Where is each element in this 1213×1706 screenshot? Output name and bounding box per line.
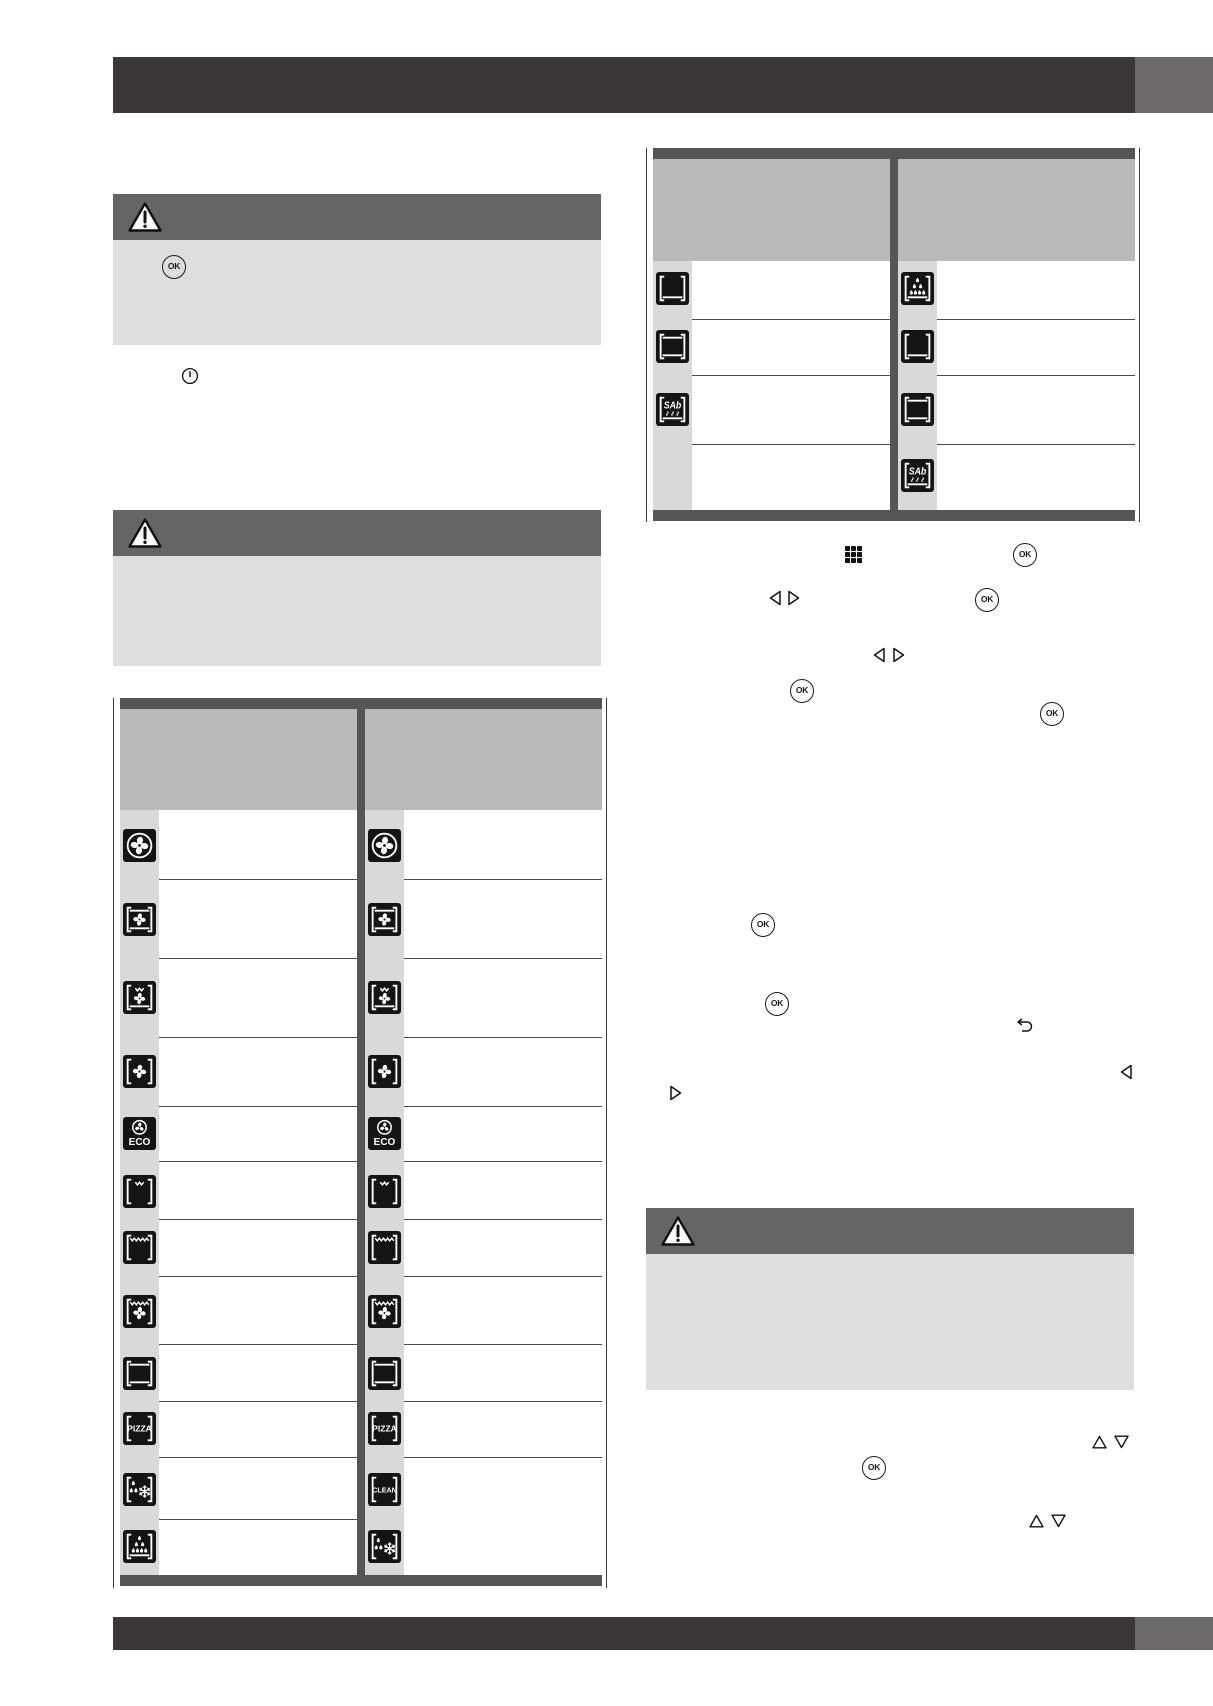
fan-circle-icon: [123, 829, 156, 862]
row-divider: [404, 1457, 602, 1458]
row-divider: [159, 1519, 357, 1520]
warning-header: [113, 194, 601, 240]
row-divider: [937, 319, 1135, 320]
row-divider: [404, 958, 602, 959]
back-arrow-icon: [1015, 1017, 1033, 1033]
header-tab: [1135, 57, 1213, 113]
row-divider: [159, 879, 357, 880]
column-divider: [357, 698, 365, 1575]
icon-lettering-clean: CLEAN: [372, 1485, 397, 1495]
right-arrow-icon: [788, 590, 800, 606]
fan-zigzag-heat-icon: [123, 981, 156, 1014]
column-divider: [890, 148, 898, 510]
steam-icon: [123, 1530, 156, 1563]
sab-icon: [901, 459, 934, 492]
steam-icon: [901, 272, 934, 305]
footer-tab: [1135, 1617, 1213, 1650]
warning-box: [113, 194, 601, 345]
warning-box: [113, 510, 601, 666]
row-divider: [404, 879, 602, 880]
left-arrow-icon: [873, 647, 885, 663]
warning-box: [646, 1208, 1134, 1390]
row-divider: [404, 1106, 602, 1107]
top-bottom-heat-icon: [123, 1357, 156, 1390]
down-arrow-icon: [1051, 1514, 1066, 1528]
eco-icon: [368, 1117, 401, 1150]
menu-grid-icon: [845, 546, 862, 563]
icon-lettering-eco: ECO: [373, 1136, 396, 1148]
defrost-icon: [368, 1530, 401, 1563]
fan-top-bottom-heat-icon: [368, 903, 401, 936]
icon-lettering-pizza: PIZZA: [127, 1424, 152, 1434]
ok-button-icon: OK: [1013, 543, 1037, 567]
top-bottom-heat-icon: [656, 330, 689, 363]
left-arrow-icon: [1120, 1064, 1132, 1080]
row-divider: [404, 1161, 602, 1162]
row-divider: [692, 375, 890, 376]
row-divider: [937, 375, 1135, 376]
icon-lettering-pizza: PIZZA: [372, 1424, 397, 1434]
row-divider: [404, 1219, 602, 1220]
ok-button-icon: OK: [975, 588, 999, 612]
grill-small-icon: [368, 1175, 401, 1208]
ok-button-icon: OK: [862, 1456, 886, 1480]
warning-triangle-icon: [127, 517, 163, 549]
right-arrow-icon: [893, 647, 905, 663]
row-divider: [937, 444, 1135, 445]
warning-header: [113, 510, 601, 556]
column-header-1: [653, 159, 890, 261]
warning-triangle-icon: [660, 1215, 696, 1247]
table-border-right: [606, 698, 607, 1588]
fan-heat-icon: [123, 1055, 156, 1088]
grill-small-icon: [123, 1175, 156, 1208]
row-divider: [692, 444, 890, 445]
row-divider: [159, 1457, 357, 1458]
row-divider: [404, 1276, 602, 1277]
row-divider: [159, 1161, 357, 1162]
row-divider: [159, 1401, 357, 1402]
fan-grill-icon: [368, 1295, 401, 1328]
right-arrow-icon: [670, 1085, 682, 1101]
row-divider: [159, 1276, 357, 1277]
table-bottom-rule: [653, 510, 1135, 521]
up-arrow-icon: [1029, 1514, 1044, 1528]
row-divider: [404, 1037, 602, 1038]
down-arrow-icon: [1114, 1435, 1129, 1449]
power-icon: [181, 367, 199, 385]
ok-button-icon: OK: [1040, 702, 1064, 726]
fan-zigzag-heat-icon: [368, 981, 401, 1014]
ok-button-icon: OK: [790, 679, 814, 703]
table-border-right: [1139, 148, 1140, 522]
warning-triangle-icon: [127, 201, 163, 233]
footer-bar: [113, 1617, 1135, 1650]
row-divider: [159, 1219, 357, 1220]
top-bottom-heat-icon: [901, 393, 934, 426]
top-bottom-heat-icon: [368, 1357, 401, 1390]
row-divider: [404, 1344, 602, 1345]
row-divider: [159, 958, 357, 959]
clean-icon: [368, 1473, 401, 1506]
grill-full-icon: [123, 1231, 156, 1264]
pizza-icon: [368, 1412, 401, 1445]
row-divider: [159, 1037, 357, 1038]
ok-button-icon: OK: [751, 913, 775, 937]
ok-button-icon: OK: [765, 992, 789, 1016]
header-bar: [113, 57, 1135, 113]
fan-heat-icon: [368, 1055, 401, 1088]
fan-grill-icon: [123, 1295, 156, 1328]
row-divider: [404, 1401, 602, 1402]
pizza-icon: [123, 1412, 156, 1445]
fan-circle-icon: [368, 829, 401, 862]
column-header-2: [898, 159, 1135, 261]
fan-top-bottom-heat-icon: [123, 903, 156, 936]
table-bottom-rule: [120, 1575, 602, 1586]
grill-full-icon: [368, 1231, 401, 1264]
icon-lettering-sab: SAb: [663, 399, 682, 411]
column-header-1: [120, 709, 357, 810]
bottom-heat-icon: [656, 272, 689, 305]
row-divider: [159, 1344, 357, 1345]
left-arrow-icon: [769, 590, 781, 606]
cooking-mode-table: [646, 148, 1140, 522]
column-header-2: [365, 709, 602, 810]
bottom-heat-icon: [901, 330, 934, 363]
sab-icon: [656, 393, 689, 426]
up-arrow-icon: [1092, 1435, 1107, 1449]
eco-icon: [123, 1117, 156, 1150]
warning-header: [646, 1208, 1134, 1254]
cooking-mode-table: [113, 698, 607, 1588]
ok-button-icon: OK: [162, 255, 186, 279]
defrost-icon: [123, 1473, 156, 1506]
row-divider: [159, 1106, 357, 1107]
table-border-left: [113, 698, 114, 1588]
icon-lettering-eco: ECO: [128, 1136, 151, 1148]
table-border-left: [646, 148, 647, 522]
row-divider: [692, 319, 890, 320]
icon-lettering-sab: SAb: [908, 465, 927, 477]
